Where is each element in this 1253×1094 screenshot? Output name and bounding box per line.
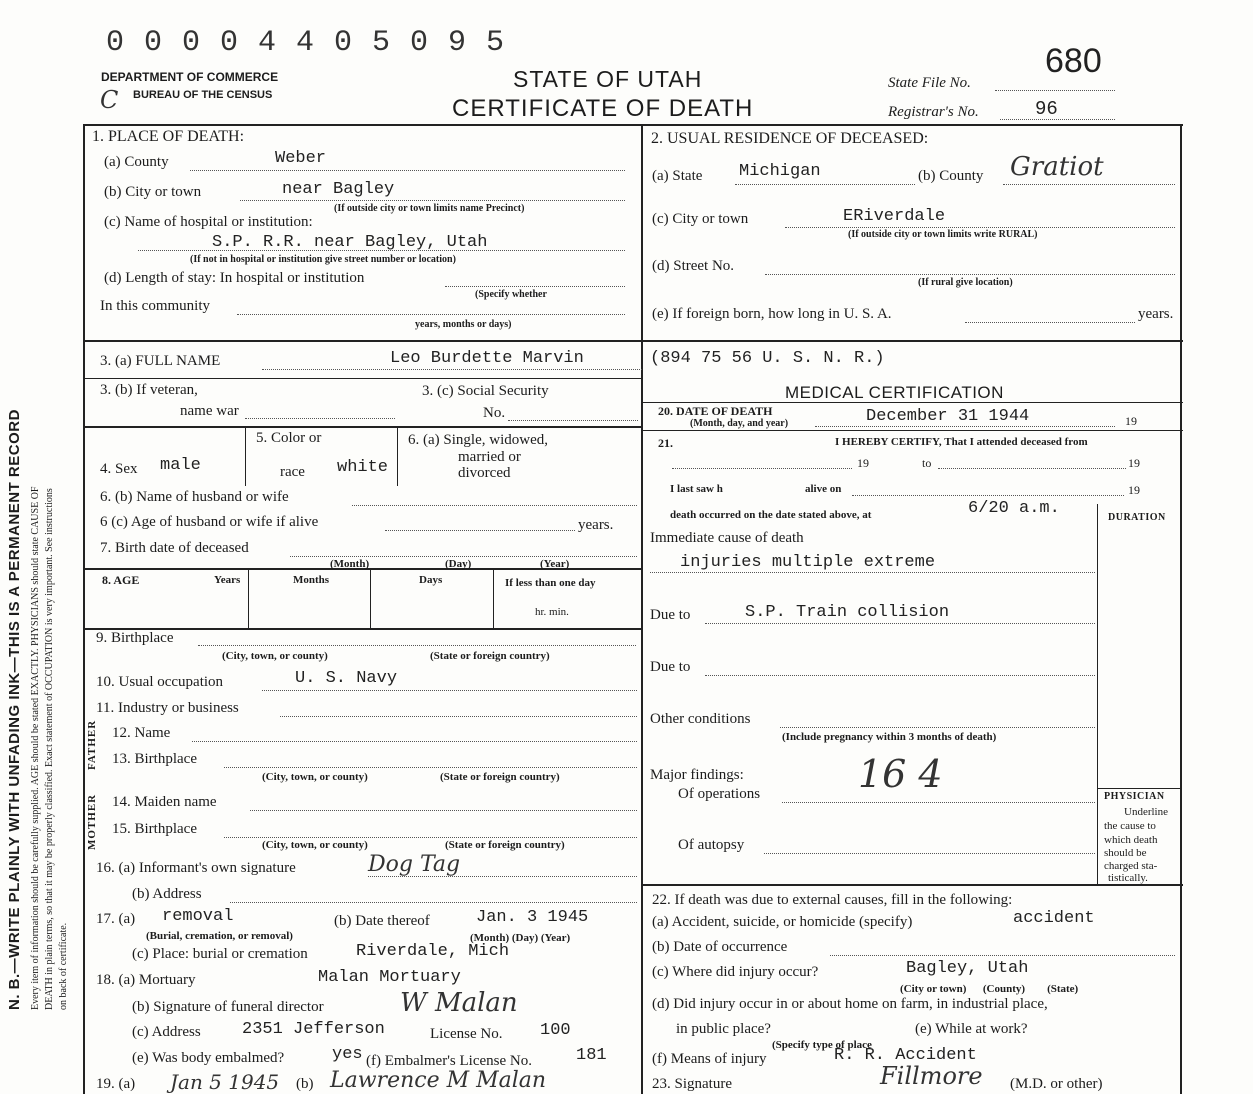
medical-heading: MEDICAL CERTIFICATION xyxy=(785,383,1004,402)
due1-label: Due to xyxy=(650,607,691,623)
city-value: near Bagley xyxy=(282,180,395,199)
res-city-label: (c) City or town xyxy=(652,211,749,227)
specify-note: (Specify whether xyxy=(475,289,547,300)
where-value: Bagley, Utah xyxy=(906,959,1029,978)
certify-to: to xyxy=(922,456,932,470)
days-col: Days xyxy=(419,574,443,586)
certify-19b: 19 xyxy=(1128,456,1140,470)
res-city-value: ERiverdale xyxy=(843,207,946,226)
findings-mark: 16 4 xyxy=(858,752,943,796)
last-saw-19: 19 xyxy=(1128,483,1140,497)
registrar-number: 96 xyxy=(1035,98,1058,120)
md-label: (M.D. or other) xyxy=(1010,1076,1103,1092)
spouse-name-label: 6. (b) Name of husband or wife xyxy=(100,489,289,505)
occurred-label: death occurred on the date stated above, at xyxy=(670,509,872,521)
mdy-note: (Month) (Day) (Year) xyxy=(470,932,571,944)
marital-label-3: divorced xyxy=(458,465,511,481)
res-city-note: (If outside city or town limits write RURAL) xyxy=(848,229,1038,240)
other-label: Other conditions xyxy=(650,711,751,727)
dod-value: December 31 1944 xyxy=(866,407,1030,426)
res-street-label: (d) Street No. xyxy=(652,258,735,274)
less-day: If less than one day xyxy=(505,577,596,589)
autopsy-label: Of autopsy xyxy=(678,837,745,853)
findings-label: Major findings: xyxy=(650,767,744,783)
date-thereof-value: Jan. 3 1945 xyxy=(476,908,589,927)
where-label: (c) Where did injury occur? xyxy=(652,964,819,980)
certify-19a: 19 xyxy=(857,456,869,470)
res-county-label: (b) County xyxy=(918,168,984,184)
burial-value: removal xyxy=(162,907,234,926)
death-time: 6/20 a.m. xyxy=(968,499,1060,518)
row19-signature: Lawrence M Malan xyxy=(330,1068,547,1093)
certify-text: I HEREBY CERTIFY, That I attended deceased from xyxy=(835,436,1088,448)
hospital-label: (c) Name of hospital or institution: xyxy=(104,214,313,230)
fb-city-note: (City, town, or county) xyxy=(262,771,368,783)
dod-19: 19 xyxy=(1125,414,1137,428)
informant-label: 16. (a) Informant's own signature xyxy=(96,860,296,876)
full-name-value: Leo Burdette Marvin xyxy=(390,349,584,368)
accident-label: (a) Accident, suicide, or homicide (specify) xyxy=(652,914,913,930)
res-foreign-label: (e) If foreign born, how long in U. S. A. xyxy=(652,306,892,322)
color-label: 5. Color or xyxy=(256,430,322,446)
physician-note-3: which death xyxy=(1104,834,1158,846)
alive-on: alive on xyxy=(805,483,842,495)
years-col: Years xyxy=(214,574,241,586)
side-instruction-2: DEATH in plain terms, so that it may be properly classified. Exact statement of OCCUPATION is very important. See instructions xyxy=(44,488,55,1010)
place-of-death-heading: 1. PLACE OF DEATH: xyxy=(92,128,245,145)
immediate-label: Immediate cause of death xyxy=(650,530,804,546)
occupation-label: 10. Usual occupation xyxy=(96,674,224,690)
res-street-note: (If rural give location) xyxy=(918,277,1013,288)
occurrence-label: (b) Date of occurrence xyxy=(652,939,788,955)
fb-state-note: (State or foreign country) xyxy=(440,771,560,783)
community-label: In this community xyxy=(100,298,210,314)
side-warning: N. B.—WRITE PLAINLY WITH UNFADING INK—THIS IS A PERMANENT RECORD xyxy=(6,409,23,1010)
physician-note-6: tistically. xyxy=(1108,872,1148,884)
place-label: (c) Place: burial or cremation xyxy=(132,946,308,962)
occupation-value: U. S. Navy xyxy=(295,669,398,688)
mother-birth-label: 15. Birthplace xyxy=(112,821,197,837)
hospital-value: S.P. R.R. near Bagley, Utah xyxy=(212,233,488,252)
address-label: (b) Address xyxy=(132,886,202,902)
res-state-label: (a) State xyxy=(652,168,703,184)
immediate-value: injuries multiple extreme xyxy=(680,553,936,572)
birthplace-label: 9. Birthplace xyxy=(96,630,174,646)
sex-value: male xyxy=(160,456,201,475)
ymd-note: years, months or days) xyxy=(415,319,512,330)
place-value: Riverdale, Mich xyxy=(356,942,510,961)
physician-note-1: Underline xyxy=(1124,806,1168,818)
age-label: 8. AGE xyxy=(102,573,140,587)
side-instruction-1: Every item of information should be carefully supplied. AGE should be stated EXACTLY. PHYSICIANS should state CAUSE OF xyxy=(30,486,41,1010)
year-label: (Year) xyxy=(540,558,570,570)
marital-label-2: married or xyxy=(458,449,521,465)
physician-note-2: the cause to xyxy=(1104,820,1156,832)
bp-state-note: (State or foreign country) xyxy=(430,650,550,662)
physician-note-5: charged sta- xyxy=(1104,860,1158,872)
where-note: (City or town) (County) (State) xyxy=(900,983,1079,995)
operations-label: Of operations xyxy=(678,786,761,802)
informant-signature: Dog Tag xyxy=(368,852,461,877)
race-label: race xyxy=(280,464,305,480)
mother-maiden-label: 14. Maiden name xyxy=(112,794,217,810)
other-note: (Include pregnancy within 3 months of death) xyxy=(782,731,997,743)
due1-value: S.P. Train collision xyxy=(745,603,950,622)
birth-date-label: 7. Birth date of deceased xyxy=(100,540,249,556)
signature-label: 23. Signature xyxy=(652,1076,732,1092)
months-col: Months xyxy=(293,574,330,586)
res-state-value: Michigan xyxy=(739,162,821,181)
race-value: white xyxy=(337,458,389,477)
mortuary-label: 18. (a) Mortuary xyxy=(96,972,196,988)
certificate-title: CERTIFICATE OF DEATH xyxy=(452,95,754,122)
city-note: (If outside city or town limits name Precinct) xyxy=(334,203,525,214)
full-name-extra: (894 75 56 U. S. N. R.) xyxy=(650,349,885,368)
mort-address-label: (c) Address xyxy=(132,1024,201,1040)
res-county-value: Gratiot xyxy=(1010,152,1104,182)
mb-city-note: (City, town, or county) xyxy=(262,839,368,851)
embalmer-value: 181 xyxy=(576,1046,607,1065)
accident-value: accident xyxy=(1013,909,1095,928)
means-value: R. R. Accident xyxy=(834,1046,977,1065)
due2-label: Due to xyxy=(650,659,691,675)
farm-label: (d) Did injury occur in or about home on farm, in industrial place, xyxy=(652,996,1048,1012)
means-note: (Specify type of place xyxy=(772,1039,872,1051)
burial-label: 17. (a) xyxy=(96,911,136,927)
hospital-note: (If not in hospital or institution give street number or location) xyxy=(190,254,456,265)
mort-address-value: 2351 Jefferson xyxy=(242,1020,385,1039)
bp-city-note: (City, town, or county) xyxy=(222,650,328,662)
row19-label: 19. (a) xyxy=(96,1076,136,1092)
dod-label: 20. DATE OF DEATH xyxy=(658,404,773,418)
county-value: Weber xyxy=(275,149,327,168)
mb-state-note: (State or foreign country) xyxy=(445,839,565,851)
day-label: (Day) xyxy=(445,558,472,570)
license-value: 100 xyxy=(540,1021,571,1040)
state-file-label: State File No. xyxy=(888,75,971,91)
means-label: (f) Means of injury xyxy=(652,1051,767,1067)
director-signature: W Malan xyxy=(400,988,518,1018)
mark-c: C xyxy=(100,86,119,114)
marital-label-1: 6. (a) Single, widowed, xyxy=(408,432,548,448)
director-label: (b) Signature of funeral director xyxy=(132,999,324,1015)
stay-label: (d) Length of stay: In hospital or institution xyxy=(104,270,365,286)
serial-number: 0 0 0 0 4 4 0 5 0 9 5 xyxy=(106,26,506,60)
registrar-label: Registrar's No. xyxy=(888,104,979,120)
father-birth-label: 13. Birthplace xyxy=(112,751,197,767)
last-saw: I last saw h xyxy=(670,483,723,495)
side-instruction-3: on back of certificate. xyxy=(58,922,69,1010)
burial-note: (Burial, cremation, or removal) xyxy=(146,930,293,942)
bureau-label: BUREAU OF THE CENSUS xyxy=(133,89,273,101)
hr-min: hr. min. xyxy=(535,606,569,618)
father-label: FATHER xyxy=(86,719,98,770)
license-label: License No. xyxy=(430,1026,503,1042)
mother-label: MOTHER xyxy=(86,793,98,850)
spouse-age-label: 6 (c) Age of husband or wife if alive xyxy=(100,514,319,530)
external-label: 22. If death was due to external causes, fill in the following: xyxy=(652,892,1013,908)
certify-num: 21. xyxy=(658,436,673,450)
state-file-number: 680 xyxy=(1045,42,1102,80)
physician-note-4: should be xyxy=(1104,847,1147,859)
ss-no-label: No. xyxy=(483,405,506,421)
embalmed-value: yes xyxy=(332,1045,363,1064)
full-name-label: 3. (a) FULL NAME xyxy=(100,353,221,369)
row19-date: Jan 5 1945 xyxy=(170,1070,280,1094)
month-label: (Month) xyxy=(330,558,370,570)
veteran-label: 3. (b) If veteran, xyxy=(100,382,198,398)
work-label: (e) While at work? xyxy=(915,1021,1028,1037)
war-label: name war xyxy=(180,403,239,419)
physician-signature: Fillmore xyxy=(880,1062,983,1090)
ss-label: 3. (c) Social Security xyxy=(422,383,549,399)
city-label: (b) City or town xyxy=(104,184,202,200)
embalmed-label: (e) Was body embalmed? xyxy=(132,1050,285,1066)
residence-heading: 2. USUAL RESIDENCE OF DECEASED: xyxy=(651,130,929,147)
date-thereof-label: (b) Date thereof xyxy=(334,913,430,929)
public-label: in public place? xyxy=(676,1021,771,1037)
industry-label: 11. Industry or business xyxy=(96,700,239,716)
res-years-label: years. xyxy=(1138,306,1174,322)
sex-label: 4. Sex xyxy=(100,461,138,477)
physician-label: PHYSICIAN xyxy=(1104,791,1165,802)
dod-note: (Month, day, and year) xyxy=(690,418,789,429)
duration-label: DURATION xyxy=(1108,512,1166,523)
mortuary-value: Malan Mortuary xyxy=(318,968,461,987)
row19-b: (b) xyxy=(296,1076,314,1092)
spouse-years: years. xyxy=(578,517,614,533)
state-title: STATE OF UTAH xyxy=(513,66,703,92)
father-name-label: 12. Name xyxy=(112,725,171,741)
county-label: (a) County xyxy=(104,154,169,170)
embalmer-label: (f) Embalmer's License No. xyxy=(366,1053,532,1069)
department-label: DEPARTMENT OF COMMERCE xyxy=(101,70,279,84)
